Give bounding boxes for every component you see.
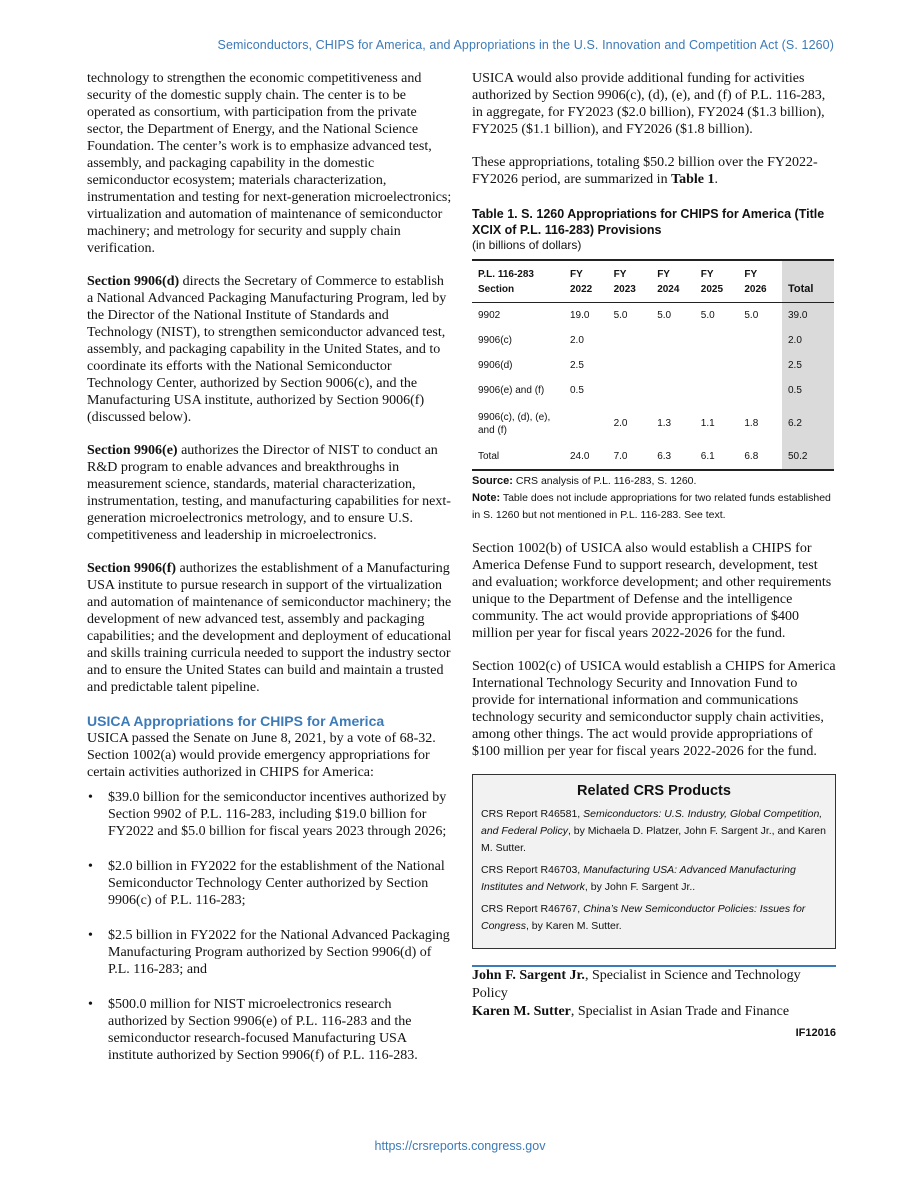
header-fy2024 bbox=[651, 260, 695, 303]
table-cell: 9906(e) and (f) bbox=[478, 384, 545, 396]
table-cell bbox=[738, 353, 782, 378]
table-row bbox=[472, 303, 834, 328]
section-9906d-label: Section 9906(d) bbox=[87, 274, 180, 289]
report-authors: , by Michaela D. Platzer, John F. Sargent Jr., and Karen M. Sutter. bbox=[481, 824, 826, 854]
report-number: CRS Report R46767, bbox=[481, 902, 584, 915]
table-cell: 19.0 bbox=[570, 309, 590, 321]
table-cell bbox=[608, 353, 652, 378]
report-number: CRS Report R46581, bbox=[481, 807, 584, 820]
header-total bbox=[782, 260, 834, 303]
document-id: IF12016 bbox=[795, 1026, 836, 1039]
table-cell-total: 2.0 bbox=[782, 328, 834, 353]
related-products-title: Related CRS Products bbox=[577, 782, 731, 799]
totals-paragraph bbox=[472, 154, 836, 188]
table-unit: (in billions of dollars) bbox=[472, 238, 582, 252]
related-product-item bbox=[481, 806, 827, 857]
header-line: FY bbox=[744, 269, 758, 280]
header-line: 2024 bbox=[657, 284, 680, 295]
table-cell bbox=[608, 378, 652, 403]
header-line: FY bbox=[700, 269, 714, 280]
header-line: P.L. 116-283 bbox=[478, 269, 534, 280]
table-cell: 24.0 bbox=[570, 451, 590, 462]
appropriations-bullet-list bbox=[87, 789, 452, 1064]
table-cell bbox=[564, 403, 608, 445]
author-role: , Specialist in Asian Trade and Finance bbox=[570, 1003, 790, 1019]
table-cell bbox=[608, 328, 652, 353]
author-role: , Specialist in Science and Technology Policy bbox=[472, 967, 801, 1001]
table-cell bbox=[695, 328, 739, 353]
report-title: China’s New Semiconductor Policies: Issues for Congress bbox=[481, 902, 806, 932]
table-cell bbox=[651, 378, 695, 403]
usica-paragraph: USICA passed the Senate on June 8, 2021, by a vote of 68-32. Section 1002(a) would provide emergency appropriations for certain activities authorized in CHIPS for America: bbox=[87, 731, 436, 780]
table-row bbox=[472, 328, 834, 353]
list-item: • $500.0 million for NIST microelectronics research authorized by Section 9906(e) of P.L. 116-283 and the semiconductor research-focused Manufacturing USA institute authorized by Section 9906(f) of P.L. 116-283. bbox=[87, 996, 452, 1064]
table-cell bbox=[695, 353, 739, 378]
additional-funding-paragraph: USICA would also provide additional funding for activities authorized by Section 9906(c), (d), (e), and (f) of P.L. 116-283, in aggregate, for FY2023 ($2.0 billion), FY2024 ($1.3 billion), FY2025 ($1.1 billion), and FY2026 ($1.8 billion). bbox=[472, 71, 826, 137]
table-cell-total: 50.2 bbox=[782, 445, 834, 470]
table-cell bbox=[695, 378, 739, 403]
table-row bbox=[472, 353, 834, 378]
section-9906f-text: authorizes the establishment of a Manufacturing USA institute to pursue research in support of the virtualization and automation of maintenance of semiconductor machinery; the development of new advanced test, assembly and packaging capabilities; and the development and deployment of educational and skills training curricula needed to support the industry sector and to ensure the United States can build and maintain a trusted and predictable talent pipeline. bbox=[87, 561, 452, 695]
table-title: Table 1. S. 1260 Appropriations for CHIPS for America (Title XCIX of P.L. 116-283) Provisions bbox=[472, 207, 825, 237]
header-fy2026 bbox=[738, 260, 782, 303]
totals-text: These appropriations, totaling $50.2 billion over the FY2022-FY2026 period, are summarized in bbox=[472, 155, 818, 187]
report-title: Semiconductors: U.S. Industry, Global Competition, and Federal Policy bbox=[481, 807, 823, 837]
report-title: Manufacturing USA: Advanced Manufacturing Institutes and Network bbox=[481, 863, 796, 893]
footer-link[interactable]: https://crsreports.congress.gov bbox=[374, 1139, 546, 1153]
table-cell-total: 2.5 bbox=[782, 353, 834, 378]
right-column bbox=[472, 70, 836, 1039]
list-item: • $2.5 billion in FY2022 for the National Advanced Packaging Manufacturing Program authorized by Section 9906(d) of P.L. 116-283; and bbox=[87, 927, 452, 978]
table-cell: 5.0 bbox=[613, 309, 628, 321]
table-cell-total: 0.5 bbox=[782, 378, 834, 403]
report-number: CRS Report R46703, bbox=[481, 863, 584, 876]
table-cell-total: 39.0 bbox=[782, 303, 834, 328]
section-heading: USICA Appropriations for CHIPS for America bbox=[87, 713, 385, 729]
table-cell: 9906(d) bbox=[478, 359, 513, 371]
related-product-item bbox=[481, 901, 827, 935]
author-name: Karen M. Sutter bbox=[472, 1003, 571, 1019]
header-fy2023 bbox=[608, 260, 652, 303]
section-9906f-label: Section 9906(f) bbox=[87, 561, 177, 576]
defense-fund-paragraph: Section 1002(b) of USICA also would establish a CHIPS for America Defense Fund to support research, development, test and evaluation; workforce development; and other requirements unique to the Department of Defense and the intelligence community. The act would provide appropriations of $400 million per year for fiscal years 2022-2026 for the fund. bbox=[472, 540, 832, 641]
header-line: 2025 bbox=[700, 284, 724, 295]
table-reference: Table 1 bbox=[671, 172, 715, 187]
intro-paragraph: technology to strengthen the economic competitiveness and security of the domestic supply chain. The center is to be operated as consortium, with participation from the private sector, the Department of Energy, and the National Science Foundation. The center’s work is to emphasize advanced test, assembly, and packaging capability in the domestic semiconductor ecosystem; materials characterization, instrumentation and testing for next-generation microelectronics; virtualization and automation of maintenance of semiconductor machinery; and metrology for security and supply chain verification. bbox=[87, 71, 452, 256]
table-cell bbox=[651, 328, 695, 353]
table-row bbox=[472, 378, 834, 403]
report-authors: , by Karen M. Sutter. bbox=[525, 919, 622, 932]
table-cell: 6.1 bbox=[700, 451, 715, 462]
table-cell: 2.5 bbox=[570, 359, 584, 371]
header-line: 2022 bbox=[570, 284, 593, 295]
list-item: • $2.0 billion in FY2022 for the establishment of the National Semiconductor Technology Center authorized by Section 9906(c) of P.L. 116-283; bbox=[87, 858, 452, 909]
table-cell-total: 6.2 bbox=[782, 403, 834, 445]
table-cell: 1.3 bbox=[657, 418, 672, 429]
note-label: Note: bbox=[472, 491, 501, 504]
related-products-box bbox=[472, 774, 836, 949]
source-text: CRS analysis of P.L. 116-283, S. 1260. bbox=[512, 474, 697, 487]
table-cell: 1.1 bbox=[700, 418, 715, 429]
left-column bbox=[87, 70, 452, 1082]
totals-end: . bbox=[714, 172, 719, 187]
header-line: Section bbox=[478, 284, 515, 295]
table-cell: 5.0 bbox=[700, 309, 715, 321]
table-cell: 2.0 bbox=[570, 334, 584, 346]
section-9906d-text: directs the Secretary of Commerce to establish a National Advanced Packaging Manufacturing Program, led by the Director of the National Institute of Standards and Technology (NIST), to strengthen semiconductor advanced test, assembly, and packaging capability in the United States, and to coordinate its efforts with the National Semiconductor Technology Center, authorized by Section 9006(c), and the Manufacturing USA institute, authorized by Section 9006(f) (discussed below). bbox=[87, 274, 447, 425]
table-cell: 9902 bbox=[478, 309, 501, 321]
header-line: FY bbox=[657, 269, 670, 280]
header-fy2025 bbox=[695, 260, 739, 303]
table-cell: Total bbox=[478, 451, 500, 462]
table-cell bbox=[738, 328, 782, 353]
header-line: FY bbox=[613, 269, 627, 280]
table-cell: 5.0 bbox=[744, 309, 759, 321]
related-product-item bbox=[481, 862, 827, 896]
table-cell: 2.0 bbox=[613, 418, 628, 429]
table-header-row bbox=[472, 260, 834, 303]
table-cell: 6.3 bbox=[657, 451, 672, 462]
section-9906d-paragraph bbox=[87, 273, 452, 426]
table-cell: 9906(c) bbox=[478, 334, 512, 346]
appropriations-table bbox=[472, 259, 834, 471]
author-name: John F. Sargent Jr. bbox=[472, 967, 585, 983]
author-line bbox=[472, 1003, 836, 1021]
table-cell: 6.8 bbox=[744, 451, 759, 462]
table-row-total bbox=[472, 445, 834, 470]
international-fund-paragraph: Section 1002(c) of USICA would establish a CHIPS for America International Technology Security and Innovation Fund to provide for international information and communications technology security and semiconductor supply chain activities, among other things. The act would provide appropriations of $100 million per year for fiscal years 2022-2026 for the fund. bbox=[472, 658, 836, 759]
table-note bbox=[472, 490, 836, 524]
source-label: Source: bbox=[472, 474, 513, 487]
table-source bbox=[472, 473, 836, 490]
list-item: • $39.0 billion for the semiconductor incentives authorized by Section 9902 of P.L. 116-283, including $19.0 billion for FY2022 and $5.0 billion for fiscal years 2023 through 2026; bbox=[87, 789, 452, 840]
header-fy2022 bbox=[564, 260, 608, 303]
section-9906f-paragraph bbox=[87, 560, 452, 696]
section-9906e-label: Section 9906(e) bbox=[87, 443, 178, 458]
table-cell bbox=[738, 378, 782, 403]
table-cell: 5.0 bbox=[657, 309, 672, 321]
header-line: FY bbox=[570, 269, 583, 280]
header-line: 2023 bbox=[613, 284, 636, 295]
table-cell: 7.0 bbox=[613, 451, 628, 462]
table-cell: 0.5 bbox=[570, 384, 584, 396]
header-line: 2026 bbox=[744, 284, 767, 295]
header-line: Total bbox=[788, 283, 814, 295]
running-header: Semiconductors, CHIPS for America, and Appropriations in the U.S. Innovation and Competition Act (S. 1260) bbox=[217, 38, 834, 52]
section-9906e-paragraph bbox=[87, 442, 452, 544]
section-9906e-text: authorizes the Director of NIST to conduct an R&D program to enable advances and breakthroughs in measurement science, standards, material characterization, instrumentation, testing, and manufacturing capabilities for next-generation microelectronics metrology, and to ensure U.S. competitiveness and leadership in microelectronics. bbox=[87, 443, 451, 543]
table-row bbox=[472, 403, 834, 445]
header-section bbox=[472, 260, 564, 303]
note-text: Table does not include appropriations for two related funds established in S. 1260 but not mentioned in P.L. 116-283. See text. bbox=[472, 491, 831, 521]
author-line bbox=[472, 967, 836, 1003]
table-cell bbox=[651, 353, 695, 378]
report-authors: , by John F. Sargent Jr.. bbox=[584, 880, 696, 893]
table-cell: 9906(c), (d), (e), and (f) bbox=[478, 411, 551, 436]
table-cell: 1.8 bbox=[744, 418, 759, 429]
